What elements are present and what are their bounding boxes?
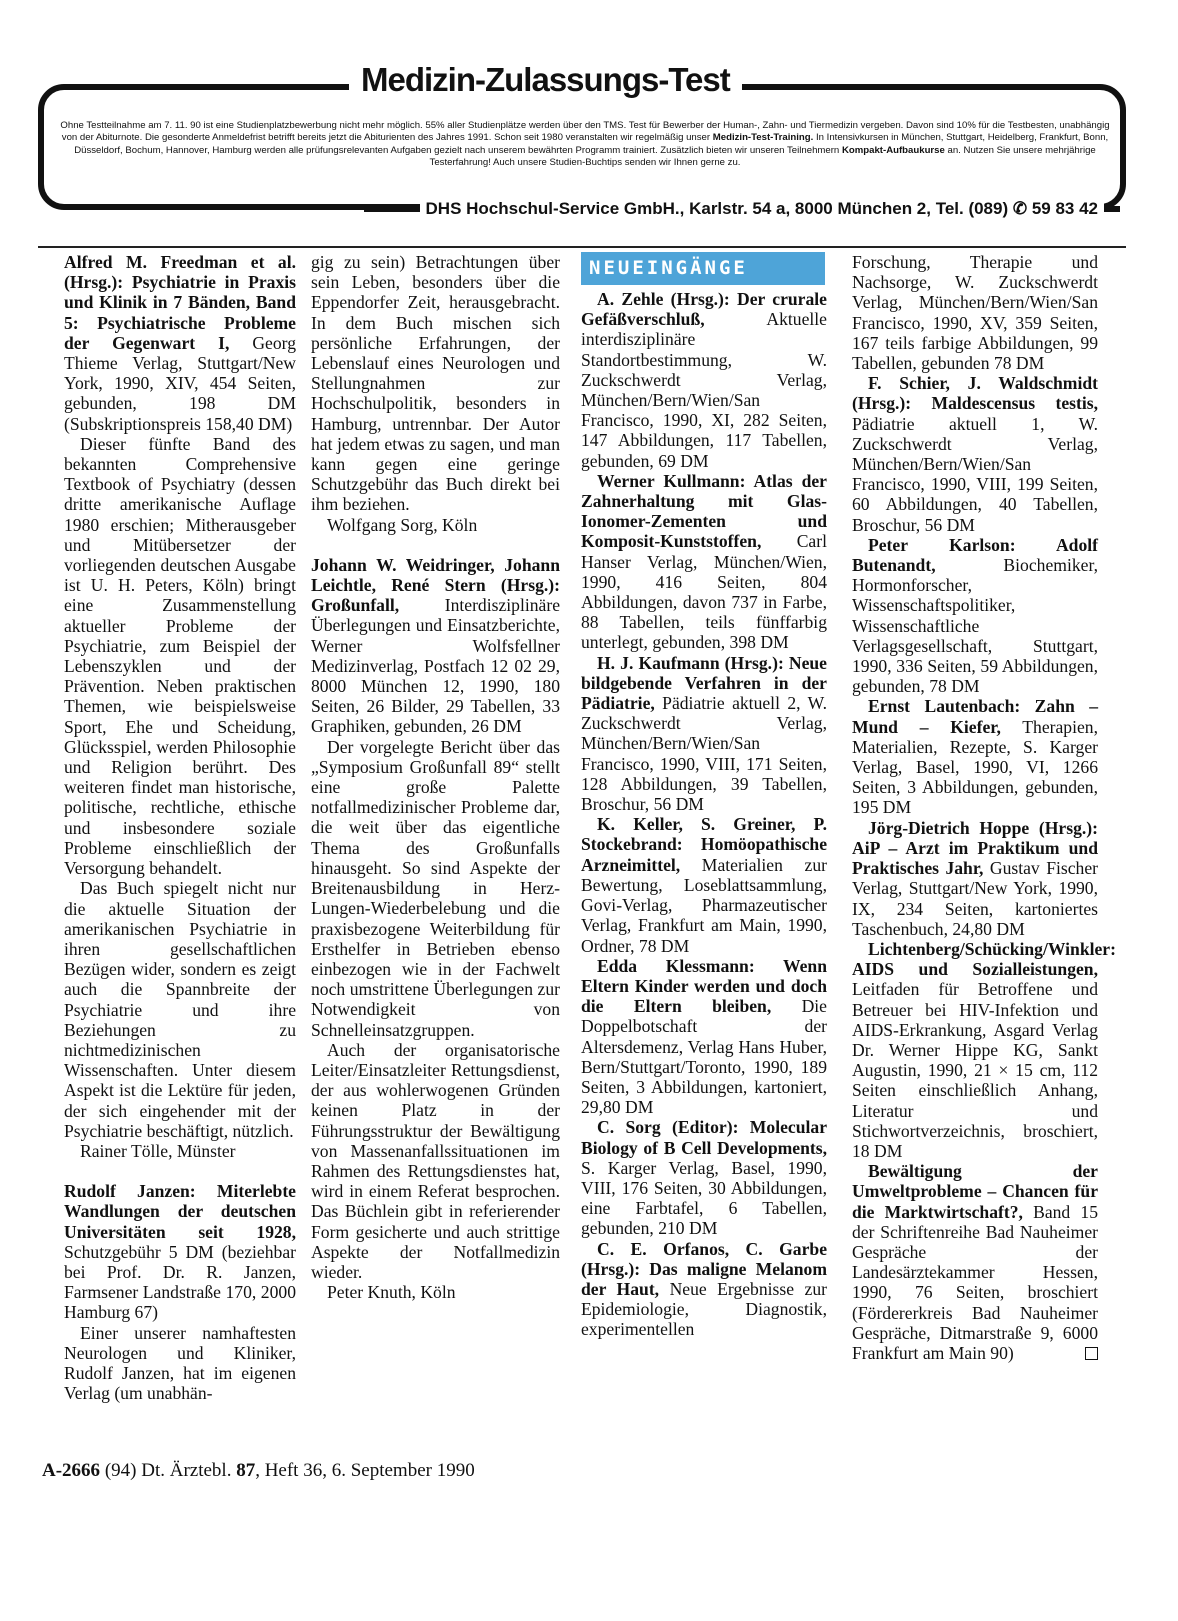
review-paragraph: Das Buch spiegelt nicht nur die aktuelle Situation der amerikanischen Psychiatrie in ihren gesellschaftlichen Bezügen wider, sondern es zeigt auch die Spannbreite der Psychiatrie und ihre Beziehungen zu nichtmedizinischen Wissenschaften. Unter diesem Aspekt ist die Lektüre für jeden, der sich eingehender mit der Psychiatrie beschäftigt, nützlich. xyxy=(64,878,296,1141)
ad-text-2: In Intensivkursen in München, Stuttgart, Heidelberg, Frankfurt, Bonn, Düsseldorf, Bochum, Hannover, Hamburg werden alle prüfungsrelevanten Aufgaben gezielt nach unserem bewährten Programm trainiert. Zusätzlich bieten wir unseren Teilnehmern xyxy=(74,132,1109,156)
column-2 xyxy=(311,252,560,1302)
entry: K. Keller, S. Greiner, P. Stockebrand: Homöopathische Arzneimittel, Materialien zur Bewertung, Loseblattsammlung, Govi-Verlag, Pharmazeutischer Verlag, Frankfurt am Main, 1990, Ordner, 78 DM xyxy=(581,814,827,956)
column-1 xyxy=(64,252,296,1403)
entry: C. Sorg (Editor): Molecular Biology of B Cell Developments, S. Karger Verlag, Basel, 1990, VIII, 176 Seiten, 30 Abbildungen, eine Farbtafel, 6 Tabellen, gebunden, 210 DM xyxy=(581,1117,827,1239)
entry: H. J. Kaufmann (Hrsg.): Neue bildgebende Verfahren in der Pädiatrie, Pädiatrie aktuell 2, W. Zuckschwerdt Verlag, München/Bern/Wien/San Francisco, 1990, VIII, 171 Seiten, 128 Abbildungen, 39 Tabellen, Broschur, 56 DM xyxy=(581,652,827,815)
review-signature: Peter Knuth, Köln xyxy=(327,1282,456,1303)
ad-text-3: an. Nutzen Sie unsere mehrjährige Testerfahrung! Auch unsere Studien-Buchtips senden wir Ihnen gerne zu. xyxy=(429,144,1096,169)
review-heading: Alfred M. Freedman et al. (Hrsg.): Psychiatrie in Praxis und Klinik in 7 Bänden, Band 5: Psychiatrische Probleme der Gegenwart I, Georg Thieme Verlag, Stuttgart/New York, 1990, XIV, 454 Seiten, gebunden, 198 DM (Subskriptionspreis 158,40 DM) xyxy=(64,252,296,434)
entry: C. E. Orfanos, C. Garbe (Hrsg.): Das maligne Melanom der Haut, Neue Ergebnisse zur Epidemiologie, Diagnostik, experimentellen xyxy=(581,1238,827,1340)
advertisement-box xyxy=(38,61,1126,218)
entry: Lichtenberg/Schücking/Winkler: AIDS und Sozialleistungen, Leitfaden für Betroffene und Betreuer bei HIV-Infektion und AIDS-Erkrankung, Asgard Verlag Dr. Werner Hippe KG, Sankt Augustin, 1990, 21 × 15 cm, 112 Seiten einschließlich Anhang, Literatur und Stichwortverzeichnis, broschiert, 18 DM xyxy=(852,938,1116,1161)
ad-bold-2: Kompakt-Aufbaukurse xyxy=(841,144,945,156)
review-heading: Rudolf Janzen: Miterlebte Wandlungen der deutschen Universitäten seit 1928, Schutzgebühr 5 DM (beziehbar bei Prof. Dr. R. Janzen, Farmsener Landstraße 170, 2000 Hamburg 67) xyxy=(64,1181,296,1323)
review-heading: Johann W. Weidringer, Johann Leichtle, René Stern (Hrsg.): Großunfall, Interdisziplinäre Überlegungen und Einsatzberichte, Werner Wolfsfellner Medizinverlag, Postfach 12 02 29, 8000 München 12, 1990, 180 Seiten, 26 Bilder, 29 Tabellen, 33 Graphiken, gebunden, 26 DM xyxy=(311,554,560,737)
review-paragraph: Auch der organisatorische Leiter/Einsatzleiter Rettungsdienst, der aus wohlerwogenen Gründen keinen Platz in der Führungsstruktur der Bewältigung von Massenanfallssituationen im Rahmen des Rettungsdienstes hat, wird in einem Referat besprochen. Das Büchlein gibt in referierender Form gesicherte und auch strittige Aspekte der Notfallmedizin wieder. xyxy=(311,1039,560,1282)
entry: Edda Klessmann: Wenn Eltern Kinder werden und doch die Eltern bleiben, Die Doppelbotschaft der Altersdemenz, Verlag Hans Huber, Bern/Stuttgart/Toronto, 1990, 189 Seiten, 3 Abbildungen, kartoniert, 29,80 DM xyxy=(581,955,827,1118)
section-badge-neueingaenge: NEUEINGÄNGE xyxy=(581,252,825,285)
entry: Ernst Lautenbach: Zahn – Mund – Kiefer, Therapien, Materialien, Rezepte, S. Karger Verlag, Basel, 1990, VI, 1266 Seiten, 3 Abbildungen, gebunden, 195 DM xyxy=(852,696,1098,818)
top-divider xyxy=(38,246,1126,248)
page-number: A-2666 xyxy=(42,1460,101,1481)
review-signature: Rainer Tölle, Münster xyxy=(80,1140,236,1161)
end-of-article-icon xyxy=(1085,1347,1098,1360)
review-signature: Wolfgang Sorg, Köln xyxy=(327,514,478,535)
ad-body xyxy=(56,120,1114,170)
page-footer: A-2666 (94) Dt. Ärztebl. 87, Heft 36, 6. September 1990 xyxy=(42,1460,475,1481)
ad-text-1: Ohne Testteilnahme am 7. 11. 90 ist eine Studienplatzbewerbung nicht mehr möglich. 55% aller Studienplätze werden über den TMS. Test für Bewerber der Human-, Zahn- und Tiermedizin vergeben. Davon sind 10% für die Testbesten, unabhängig von der Abiturnote. Die gesonderte Anmeldefrist betrifft bereits jetzt die Abiturienten des Jahres 1991. Schon seit 1980 veranstalten wir regelmäßig unser xyxy=(60,120,1110,144)
ad-bold-1: Medizin-Test-Training. xyxy=(712,132,814,144)
column-4 xyxy=(852,252,1116,1363)
review-paragraph: gig zu sein) Betrachtungen über sein Leben, besonders über die Eppendorfer Zeit, herausgebracht. In dem Buch mischen sich persönliche Erfahrungen, der Lebenslauf eines Neurologen und Stellungnahmen zur Hochschulpolitik, besonders in Hamburg, untrennbar. Der Autor hat jedem etwas zu sagen, und man kann gegen eine geringe Schutzgebühr das Buch direkt bei ihm beziehen. xyxy=(311,252,560,515)
ad-title: Medizin-Zulassungs-Test xyxy=(349,50,742,110)
entry: A. Zehle (Hrsg.): Der crurale Gefäßverschluß, Aktuelle interdisziplinäre Standortbestimmung, W. Zuckschwerdt Verlag, München/Bern/Wien/San Francisco, 1990, XI, 282 Seiten, 147 Abbildungen, 117 Tabellen, gebunden, 69 DM xyxy=(581,289,827,471)
entry-continued: Forschung, Therapie und Nachsorge, W. Zuckschwerdt Verlag, München/Bern/Wien/San Francisco, 1990, XV, 359 Seiten, 167 teils farbige Abbildungen, 99 Tabellen, gebunden 78 DM xyxy=(852,252,1098,374)
review-paragraph: Dieser fünfte Band des bekannten Comprehensive Textbook of Psychiatry (dessen dritte amerikanische Auflage 1980 erschien; Mitherausgeber und Mitübersetzer der vorliegenden deutschen Ausgabe ist U. H. Peters, Köln) bringt eine Zusammenstellung aktueller Probleme der Psychiatrie, zum Beispiel der Lebenszyklen und der Prävention. Neben praktischen Themen, wie beispielsweise Sport, Ehe und Scheidung, Glücksspiel, werden Philosophie und Religion berührt. Des weiteren findet man historische, politische, rechtliche, ethische und insbesondere soziale Probleme einschließlich der Versorgung behandelt. xyxy=(64,433,296,879)
column-3 xyxy=(581,252,827,1340)
review-paragraph: Einer unserer namhaftesten Neurologen und Kliniker, Rudolf Janzen, hat im eigenen Verlag (um unabhän- xyxy=(64,1322,296,1404)
entry: F. Schier, J. Waldschmidt (Hrsg.): Maldescensus testis, Pädiatrie aktuell 1, W. Zuckschwerdt Verlag, München/Bern/Wien/San Francisco, 1990, VIII, 199 Seiten, 60 Abbildungen, 40 Tabellen, Broschur, 56 DM xyxy=(852,373,1098,535)
entry: Bewältigung der Umweltprobleme – Chancen für die Marktwirtschaft?, Band 15 der Schriftenreihe Bad Nauheimer Gespräche der Landesärztekammer Hessen, 1990, 76 Seiten, broschiert (Fördererkreis Bad Nauheimer Gespräche, Ditmarstraße 9, 6000 Frankfurt am Main 90) xyxy=(852,1161,1098,1363)
review-paragraph: Der vorgelegte Bericht über das „Symposium Großunfall 89“ stellt eine große Palette notfallmedizinischer Probleme dar, die weit über das eigentliche Thema des Großunfalls hinausgeht. So sind Aspekte der Breitenausbildung in Herz-Lungen-Wiederbelebung und die praxisbezogene Weiterbildung für Ersthelfer in Betrieben ebenso einbezogen wie in der Fachwelt noch umstrittene Überlegungen zur Notwendigkeit von Schnelleinsatzgruppen. xyxy=(311,736,560,1040)
entry: Peter Karlson: Adolf Butenandt, Biochemiker, Hormonforscher, Wissenschaftspolitiker, Wissenschaftliche Verlagsgesellschaft, Stuttgart, 1990, 336 Seiten, 59 Abbildungen, gebunden, 78 DM xyxy=(852,534,1098,697)
ad-company-address: DHS Hochschul-Service GmbH., Karlstr. 54 a, 8000 München 2, Tel. (089) ✆ 59 83 42 xyxy=(420,198,1104,220)
entry: Jörg-Dietrich Hoppe (Hrsg.): AiP – Arzt im Praktikum und Praktisches Jahr, Gustav Fischer Verlag, Stuttgart/New York, 1990, IX, 234 Seiten, kartoniertes Taschenbuch, 24,80 DM xyxy=(852,817,1098,939)
entry: Werner Kullmann: Atlas der Zahnerhaltung mit Glas-Ionomer-Zementen und Komposit-Kunststoffen, Carl Hanser Verlag, München/Wien, 1990, 416 Seiten, 804 Abbildungen, davon 737 in Farbe, 88 Tabellen, teils fünffarbig unterlegt, gebunden, 398 DM xyxy=(581,470,827,653)
